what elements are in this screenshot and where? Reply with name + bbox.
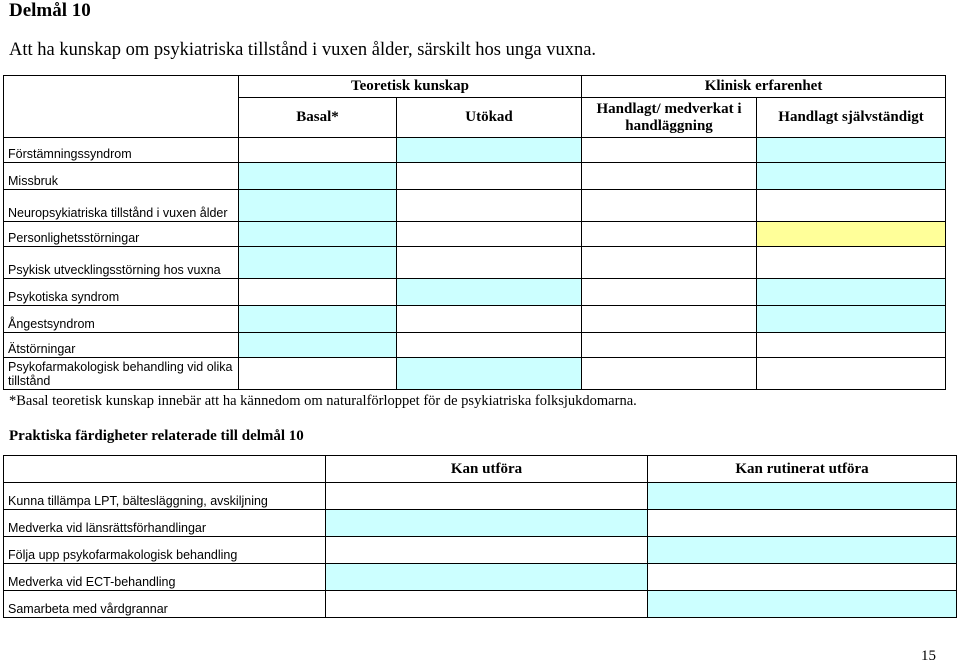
table-row (4, 510, 957, 537)
cell-handlagt-medverkat[interactable] (582, 358, 757, 390)
table-row (4, 247, 946, 279)
cell-handlagt-sjalvstandigt[interactable] (757, 222, 946, 247)
table-row (4, 190, 946, 222)
cell-handlagt-sjalvstandigt[interactable] (757, 306, 946, 333)
table-row (4, 333, 946, 358)
table-row (4, 358, 946, 390)
table-row (4, 222, 946, 247)
theory-clinical-table (3, 75, 946, 390)
table-row (4, 591, 957, 618)
header-clinical-group: Klinisk erfarenhet (582, 76, 946, 98)
row-label: Följa upp psykofarmakologisk behandling (4, 537, 326, 564)
row-label: Ångestsyndrom (4, 306, 239, 333)
row-label: Kunna tillämpa LPT, bältesläggning, avskiljning (4, 483, 326, 510)
table-row (4, 279, 946, 306)
header-blank-cell (4, 76, 239, 138)
table-row (4, 163, 946, 190)
cell-kan-rutinerat-utfora[interactable] (648, 591, 957, 618)
header-handlagt-sjalvstandigt: Handlagt självständigt (757, 98, 946, 138)
table-row (4, 537, 957, 564)
cell-basal[interactable] (239, 279, 397, 306)
cell-utokad[interactable] (397, 247, 582, 279)
cell-handlagt-sjalvstandigt[interactable] (757, 138, 946, 163)
header-kan-utfora: Kan utföra (326, 456, 648, 483)
cell-utokad[interactable] (397, 222, 582, 247)
header-handlagt-medverkat: Handlagt/ medverkat i handläggning (582, 98, 757, 138)
cell-basal[interactable] (239, 190, 397, 222)
cell-handlagt-sjalvstandigt[interactable] (757, 190, 946, 222)
cell-utokad[interactable] (397, 333, 582, 358)
cell-basal[interactable] (239, 247, 397, 279)
cell-handlagt-sjalvstandigt[interactable] (757, 247, 946, 279)
cell-kan-utfora[interactable] (326, 510, 648, 537)
cell-handlagt-medverkat[interactable] (582, 279, 757, 306)
cell-handlagt-medverkat[interactable] (582, 222, 757, 247)
cell-handlagt-medverkat[interactable] (582, 190, 757, 222)
cell-kan-utfora[interactable] (326, 483, 648, 510)
row-label: Förstämningssyndrom (4, 138, 239, 163)
cell-utokad[interactable] (397, 306, 582, 333)
page-number: 15 (921, 648, 936, 664)
cell-basal[interactable] (239, 222, 397, 247)
row-label: Samarbeta med vårdgrannar (4, 591, 326, 618)
header-blank-cell (4, 456, 326, 483)
cell-handlagt-sjalvstandigt[interactable] (757, 279, 946, 306)
row-label: Neuropsykiatriska tillstånd i vuxen ålder (4, 190, 239, 222)
cell-utokad[interactable] (397, 163, 582, 190)
cell-handlagt-medverkat[interactable] (582, 247, 757, 279)
row-label: Psykotiska syndrom (4, 279, 239, 306)
cell-utokad[interactable] (397, 138, 582, 163)
header-basal: Basal* (239, 98, 397, 138)
cell-kan-rutinerat-utfora[interactable] (648, 564, 957, 591)
cell-handlagt-sjalvstandigt[interactable] (757, 163, 946, 190)
section-title: Praktiska färdigheter relaterade till delmål 10 (9, 428, 304, 444)
cell-utokad[interactable] (397, 279, 582, 306)
row-label: Medverka vid länsrättsförhandlingar (4, 510, 326, 537)
cell-handlagt-sjalvstandigt[interactable] (757, 333, 946, 358)
cell-kan-utfora[interactable] (326, 537, 648, 564)
cell-basal[interactable] (239, 138, 397, 163)
cell-basal[interactable] (239, 163, 397, 190)
cell-kan-rutinerat-utfora[interactable] (648, 510, 957, 537)
header-theory-group: Teoretisk kunskap (239, 76, 582, 98)
table-row (4, 483, 957, 510)
header-kan-rutinerat-utfora: Kan rutinerat utföra (648, 456, 957, 483)
cell-kan-utfora[interactable] (326, 591, 648, 618)
cell-kan-utfora[interactable] (326, 564, 648, 591)
row-label: Missbruk (4, 163, 239, 190)
cell-utokad[interactable] (397, 358, 582, 390)
cell-basal[interactable] (239, 358, 397, 390)
cell-handlagt-sjalvstandigt[interactable] (757, 358, 946, 390)
cell-handlagt-medverkat[interactable] (582, 163, 757, 190)
cell-basal[interactable] (239, 333, 397, 358)
row-label: Psykofarmakologisk behandling vid olika tillstånd (4, 358, 239, 390)
cell-handlagt-medverkat[interactable] (582, 138, 757, 163)
row-label: Psykisk utvecklingsstörning hos vuxna (4, 247, 239, 279)
cell-kan-rutinerat-utfora[interactable] (648, 537, 957, 564)
page-subtitle: Att ha kunskap om psykiatriska tillstånd i vuxen ålder, särskilt hos unga vuxna. (9, 40, 597, 60)
footnote: *Basal teoretisk kunskap innebär att ha kännedom om naturalförloppet för de psykiatriska folksjukdomarna. (9, 393, 637, 409)
cell-handlagt-medverkat[interactable] (582, 306, 757, 333)
cell-basal[interactable] (239, 306, 397, 333)
cell-handlagt-medverkat[interactable] (582, 333, 757, 358)
table-row (4, 138, 946, 163)
practical-skills-table (3, 455, 957, 618)
cell-kan-rutinerat-utfora[interactable] (648, 483, 957, 510)
header-utokad: Utökad (397, 98, 582, 138)
table-row (4, 306, 946, 333)
row-label: Personlighetsstörningar (4, 222, 239, 247)
table-row (4, 564, 957, 591)
cell-utokad[interactable] (397, 190, 582, 222)
row-label: Ätstörningar (4, 333, 239, 358)
page-title: Delmål 10 (9, 0, 91, 21)
row-label: Medverka vid ECT-behandling (4, 564, 326, 591)
